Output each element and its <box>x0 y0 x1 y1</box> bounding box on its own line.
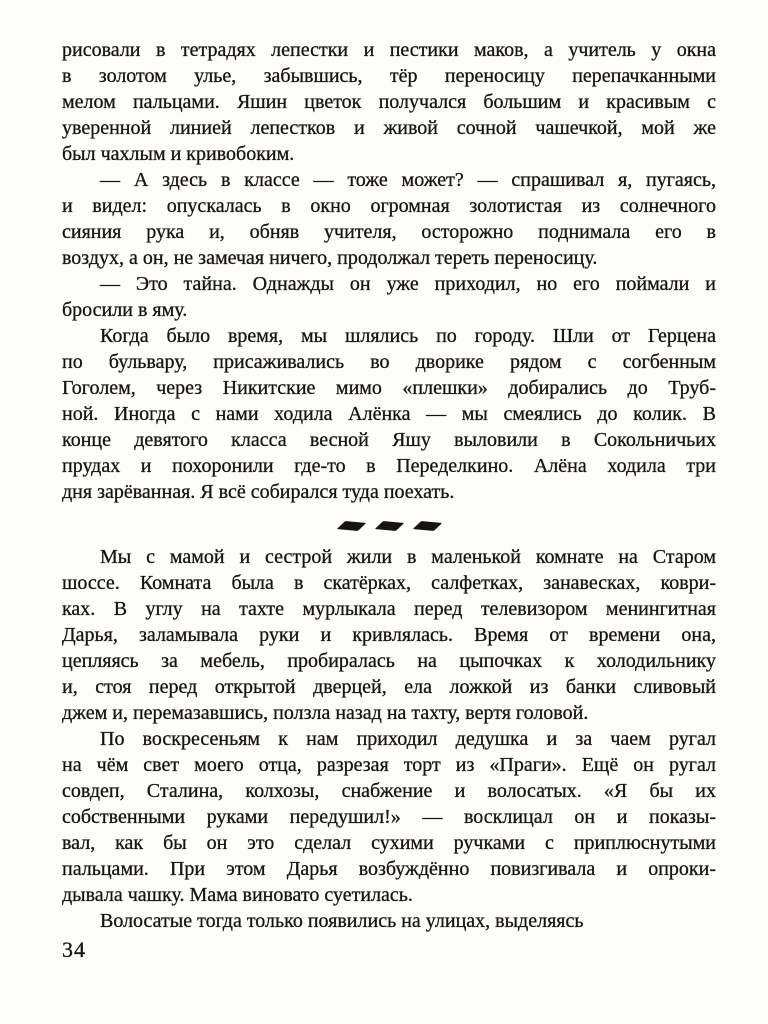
paragraph <box>62 323 716 505</box>
text-line: уверенной линией лепестков и живой сочной чашечкой, мой же <box>62 117 716 139</box>
text-line: Гоголем, через Никитские мимо «плешки» добирались до Труб- <box>62 377 716 399</box>
section-break-ornament <box>62 521 716 531</box>
text-line: по бульвару, присаживались во дворике рядом с согбенным <box>62 351 716 373</box>
text-line: — Это тайна. Однажды он уже приходил, но его поймали и <box>100 273 716 295</box>
text-line: был чахлым и кривобоким. <box>62 143 295 165</box>
paragraph <box>62 544 716 726</box>
text-line: мелом пальцами. Яшин цветок получался большим и красивым с <box>62 91 716 113</box>
text-line: на чём свет моего отца, разрезая торт из «Праги». Ещё он ругал <box>62 754 716 776</box>
text-line: пальцами. При этом Дарья возбуждённо повизгивала и опроки- <box>62 858 716 880</box>
text-line: Когда было время, мы шлялись по городу. Шли от Герцена <box>100 325 716 347</box>
text-line: По воскресеньям к нам приходил дедушка и за чаем ругал <box>100 728 716 750</box>
page-text-block <box>62 37 716 934</box>
text-line: шоссе. Комната была в скатёрках, салфетках, занавесках, коври- <box>62 572 716 594</box>
ornament-wedge-icon <box>412 521 441 531</box>
text-line: и видел: опускалась в окно огромная золотистая из солнечного <box>62 195 716 217</box>
text-line: в золотом улье, забывшись, тёр переносицу перепачканными <box>62 65 716 87</box>
text-line: рисовали в тетрадях лепестки и пестики маков, а учитель у окна <box>62 39 716 61</box>
text-line: ной. Иногда с нами ходила Алёнка — мы смеялись до колик. В <box>62 403 716 425</box>
text-line: дня зарёванная. Я всё собирался туда поехать. <box>62 481 455 503</box>
text-line: Волосатые тогда только появились на улицах, выделяясь <box>100 910 584 932</box>
text-line: Мы с мамой и сестрой жили в маленькой комнате на Старом <box>100 546 716 568</box>
text-line: собственными руками передушил!» — восклицал он и показы- <box>62 806 716 828</box>
text-line: воздух, а он, не замечая ничего, продолжал тереть переносицу. <box>62 247 598 269</box>
text-line: вал, как бы он это сделал сухими ручками с приплюснутыми <box>62 832 716 854</box>
page-number: 34 <box>62 937 86 962</box>
paragraph <box>62 271 716 323</box>
text-line: конце девятого класса весной Яшу выловили в Сокольничьих <box>62 429 716 451</box>
text-line: Дарья, заламывала руки и кривлялась. Время от времени она, <box>62 624 716 646</box>
text-line: — А здесь в классе — тоже может? — спрашивал я, пугаясь, <box>100 169 716 191</box>
text-line: джем и, перемазавшись, ползла назад на тахту, вертя головой. <box>62 702 589 724</box>
text-line: цепляясь за мебель, пробиралась на цыпочках к холодильнику <box>62 650 716 672</box>
text-line: ках. В углу на тахте мурлыкала перед телевизором менингитная <box>62 598 716 620</box>
text-line: дывала чашку. Мама виновато суетилась. <box>62 884 413 906</box>
text-line: сияния рука и, обняв учителя, осторожно поднимала его в <box>62 221 716 243</box>
paragraph <box>62 37 716 167</box>
text-line: бросили в яму. <box>62 299 188 321</box>
paragraph <box>62 167 716 271</box>
text-line: и, стоя перед открытой дверцей, ела ложкой из банки сливовый <box>62 676 716 698</box>
ornament-wedge-icon <box>336 521 365 531</box>
ornament-wedge-icon <box>374 521 403 531</box>
paragraph <box>62 726 716 908</box>
paragraph <box>62 908 716 934</box>
text-line: совдеп, Сталина, колхозы, снабжение и волосатых. «Я бы их <box>62 780 716 802</box>
text-line: прудах и похоронили где-то в Переделкино. Алёна ходила три <box>62 455 716 477</box>
